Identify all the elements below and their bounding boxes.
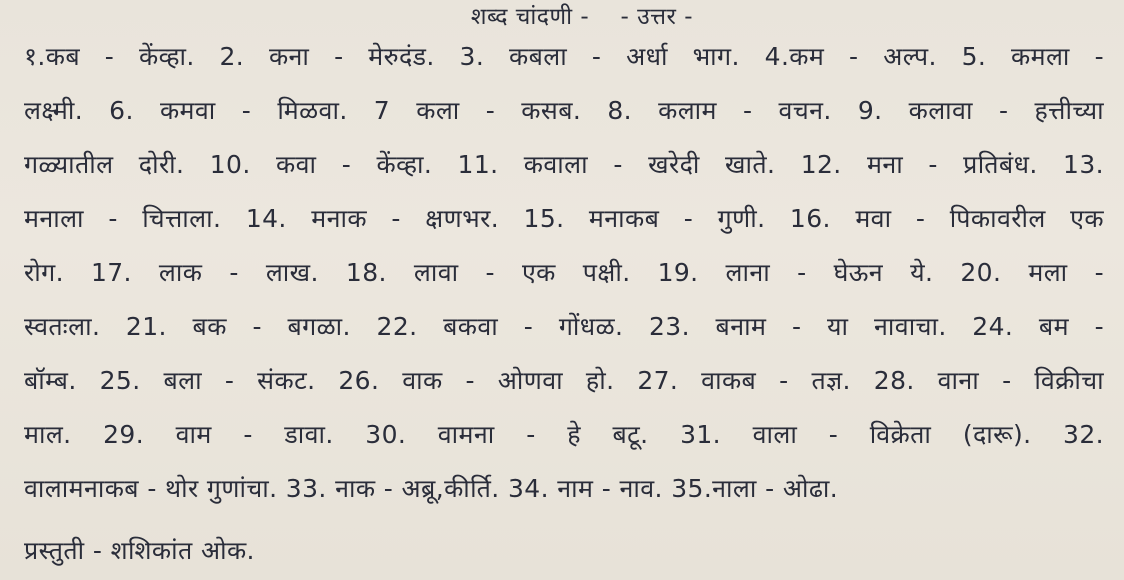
answer-line-6: स्वतःला. 21. बक - बगळा. 22. बकवा - गोंधळ. 23. बनाम - या नावाचा. 24. बम - xyxy=(24,312,1104,341)
answer-line-7: बॉम्ब. 25. बला - संकट. 26. वाक - ओणवा हो. 27. वाकब - तज्ञ. 28. वाना - विक्रीचा xyxy=(24,366,1104,395)
answer-line-2: लक्ष्मी. 6. कमवा - मिळवा. 7 कला - कसब. 8. कलाम - वचन. 9. कलावा - हत्तीच्या xyxy=(24,96,1104,125)
puzzle-answer-heading xyxy=(0,2,1124,32)
presenter-credit: प्रस्तुती - शशिकांत ओक. xyxy=(24,536,255,565)
answer-line-4: मनाला - चित्ताला. 14. मनाक - क्षणभर. 15. मनाकब - गुणी. 16. मवा - पिकावरील एक xyxy=(24,204,1104,233)
answer-line-8: माल. 29. वाम - डावा. 30. वामना - हे बटू. 31. वाला - विक्रेता (दारू). 32. xyxy=(24,420,1104,449)
answer-line-5: रोग. 17. लाक - लाख. 18. लावा - एक पक्षी. 19. लाना - घेऊन ये. 20. मला - xyxy=(24,258,1104,287)
answer-paragraph xyxy=(24,30,1104,516)
answer-line-1: १.कब - केंव्हा. 2. कना - मेरुदंड. 3. कबला - अर्धा भाग. 4.कम - अल्प. 5. कमला - xyxy=(24,42,1104,71)
heading-puzzle-name: शब्द चांदणी - xyxy=(470,4,590,30)
heading-answer-label: - उत्तर - xyxy=(620,4,694,30)
answer-line-9: वालामनाकब - थोर गुणांचा. 33. नाक - अब्रू,कीर्ति. 34. नाम - नाव. 35.नाला - ओढा. xyxy=(24,474,839,503)
answer-line-3: गळ्यातील दोरी. 10. कवा - केंव्हा. 11. कवाला - खरेदी खाते. 12. मना - प्रतिबंध. 13. xyxy=(24,150,1104,179)
